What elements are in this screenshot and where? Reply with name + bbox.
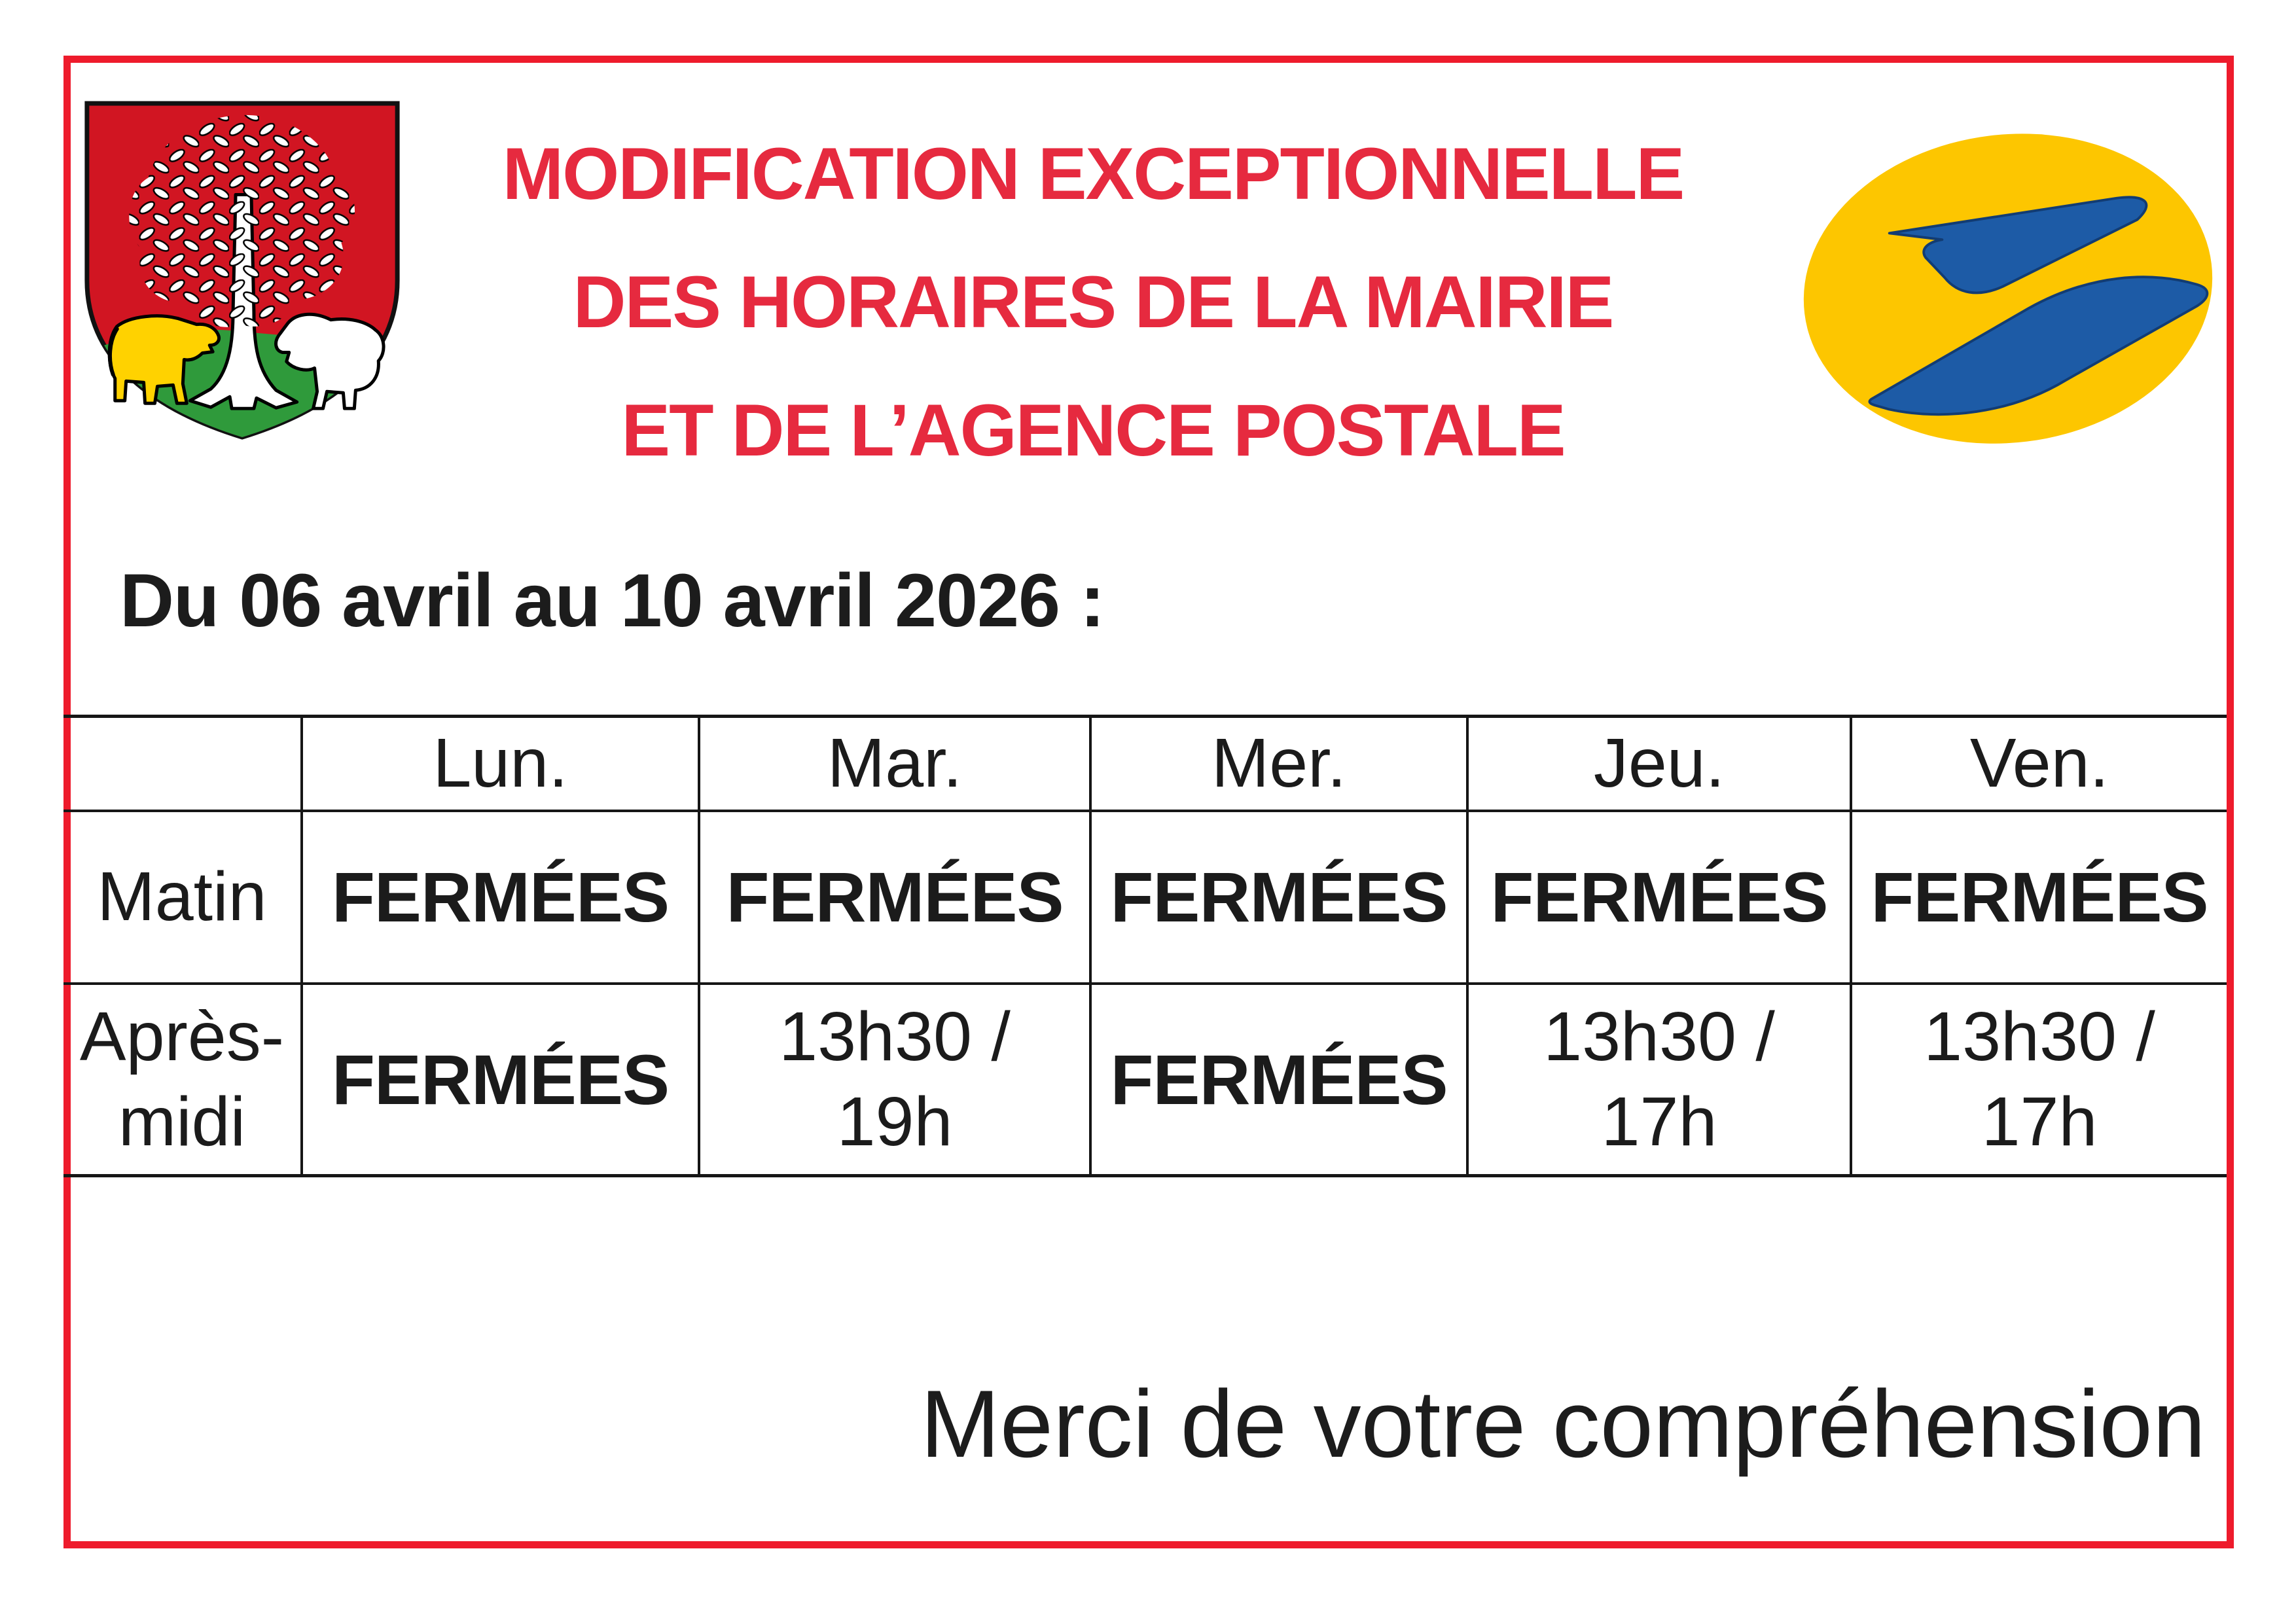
schedule-table xyxy=(63,715,2227,1177)
title-line-2: DES HORAIRES DE LA MAIRIE xyxy=(573,261,1613,343)
cell-morning-monday: FERMÉES xyxy=(303,812,700,985)
row-label-morning: Matin xyxy=(63,812,303,985)
header-cell-friday: Ven. xyxy=(1852,718,2227,812)
cell-afternoon-friday: 13h30 / 17h xyxy=(1924,998,2155,1160)
cell-afternoon-tuesday: 13h30 / 19h xyxy=(700,985,1092,1174)
closing-message: Merci de votre compréhension xyxy=(920,1370,2206,1477)
header-cell-monday: Lun. xyxy=(303,718,700,812)
cell-morning-thursday: FERMÉES xyxy=(1469,812,1852,985)
header-cell-tuesday: Mar. xyxy=(700,718,1092,812)
cell-morning-wednesday: FERMÉES xyxy=(1092,812,1469,985)
title-line-1: MODIFICATION EXCEPTIONNELLE xyxy=(502,133,1684,215)
date-heading: Du 06 avril au 10 avril 2026 : xyxy=(120,559,1105,643)
cell-morning-tuesday: FERMÉES xyxy=(700,812,1092,985)
cell-afternoon-wednesday: FERMÉES xyxy=(1092,985,1469,1174)
cell-morning-friday: FERMÉES xyxy=(1852,812,2227,985)
cell-afternoon-monday: FERMÉES xyxy=(303,985,700,1174)
poster-title xyxy=(353,110,1833,495)
header-cell-empty xyxy=(63,718,303,812)
cell-afternoon-thursday: 13h30 / 17h xyxy=(1469,985,1852,1174)
title-line-3: ET DE L’AGENCE POSTALE xyxy=(621,389,1565,471)
row-label-afternoon: Après-midi xyxy=(63,985,303,1174)
header-cell-wednesday: Mer. xyxy=(1092,718,1469,812)
la-poste-logo-icon xyxy=(1788,128,2228,453)
header-cell-thursday: Jeu. xyxy=(1469,718,1852,812)
